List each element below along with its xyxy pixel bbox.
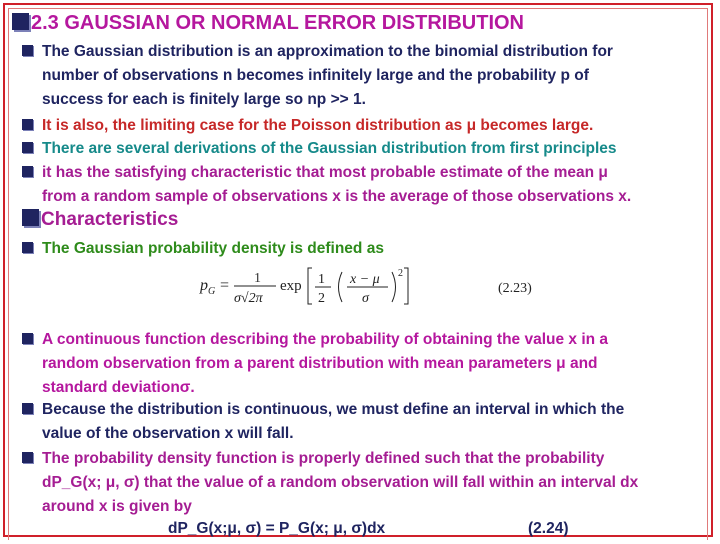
characteristics-heading-text: Characteristics — [41, 209, 179, 230]
body-bullet-1 — [22, 328, 608, 400]
square-bullet-icon — [22, 166, 33, 177]
square-bullet-icon — [22, 119, 33, 130]
formula-half-den: 2 — [318, 291, 325, 306]
square-bullet-icon — [22, 452, 33, 463]
formula-coef-num: 1 — [254, 271, 261, 286]
slide-title-text: 2.3 GAUSSIAN OR NORMAL ERROR DISTRIBUTION — [31, 12, 524, 34]
bullet-line: standard deviationσ. — [42, 379, 195, 396]
bullet-line: It is also, the limiting case for the Poisson distribution as μ becomes large. — [42, 117, 594, 134]
formula-half-num: 1 — [318, 272, 325, 287]
bullet-line: number of observations n becomes infinitely large and the probability p of — [42, 67, 589, 84]
gaussian-density-formula — [190, 262, 570, 308]
formula-inner-num: x − μ — [350, 272, 380, 287]
formula-lhs-sub: G — [208, 286, 216, 297]
formula-inner-den: σ — [362, 291, 369, 306]
square-bullet-icon — [22, 209, 39, 226]
bullet-line: The probability density function is properly defined such that the probability — [42, 450, 605, 467]
density-intro — [22, 237, 384, 261]
bullet-line: from a random sample of observations x is the average of those observations x. — [42, 188, 632, 205]
bullet-line: The Gaussian probability density is defined as — [42, 240, 384, 257]
formula-equals: = — [220, 277, 230, 294]
intro-bullet-4 — [22, 161, 631, 209]
square-bullet-icon — [22, 333, 33, 344]
formula-number: (2.23) — [498, 281, 532, 296]
square-bullet-icon — [22, 45, 33, 56]
body-bullet-2 — [22, 398, 624, 446]
bullet-line: Because the distribution is continuous, we must define an interval in which the — [42, 401, 625, 418]
bullet-line: around x is given by — [42, 498, 192, 515]
formula-exp: exp — [280, 278, 302, 294]
bullet-line: The Gaussian distribution is an approximation to the binomial distribution for — [42, 43, 613, 60]
characteristics-heading — [22, 209, 178, 231]
intro-bullet-3 — [22, 137, 617, 161]
slide-title — [12, 12, 524, 35]
bullet-line: dP_G(x; μ, σ) that the value of a random observation will fall within an interval dx — [42, 474, 639, 491]
intro-bullet-1 — [22, 40, 613, 112]
square-bullet-icon — [12, 13, 29, 30]
bullet-line: success for each is finitely large so np >> 1. — [42, 91, 366, 108]
formula-coef-den: σ√2π — [234, 291, 263, 306]
intro-bullet-2 — [22, 114, 593, 138]
body-bullet-3 — [22, 447, 638, 519]
bullet-line: There are several derivations of the Gaussian distribution from first principles — [42, 140, 617, 157]
final-equation-number: (2.24) — [528, 520, 569, 537]
bullet-line: it has the satisfying characteristic that most probable estimate of the mean μ — [42, 164, 608, 181]
final-equation-text: dP_G(x;μ, σ) = P_G(x; μ, σ)dx — [168, 520, 386, 537]
bullet-line: random observation from a parent distribution with mean parameters μ and — [42, 355, 598, 372]
formula-lhs: p — [200, 277, 208, 294]
bullet-line: value of the observation x will fall. — [42, 425, 294, 442]
final-equation — [0, 520, 720, 544]
square-bullet-icon — [22, 403, 33, 414]
square-bullet-icon — [22, 142, 33, 153]
square-bullet-icon — [22, 242, 33, 253]
formula-power: 2 — [398, 268, 403, 279]
bullet-line: A continuous function describing the probability of obtaining the value x in a — [42, 331, 609, 348]
